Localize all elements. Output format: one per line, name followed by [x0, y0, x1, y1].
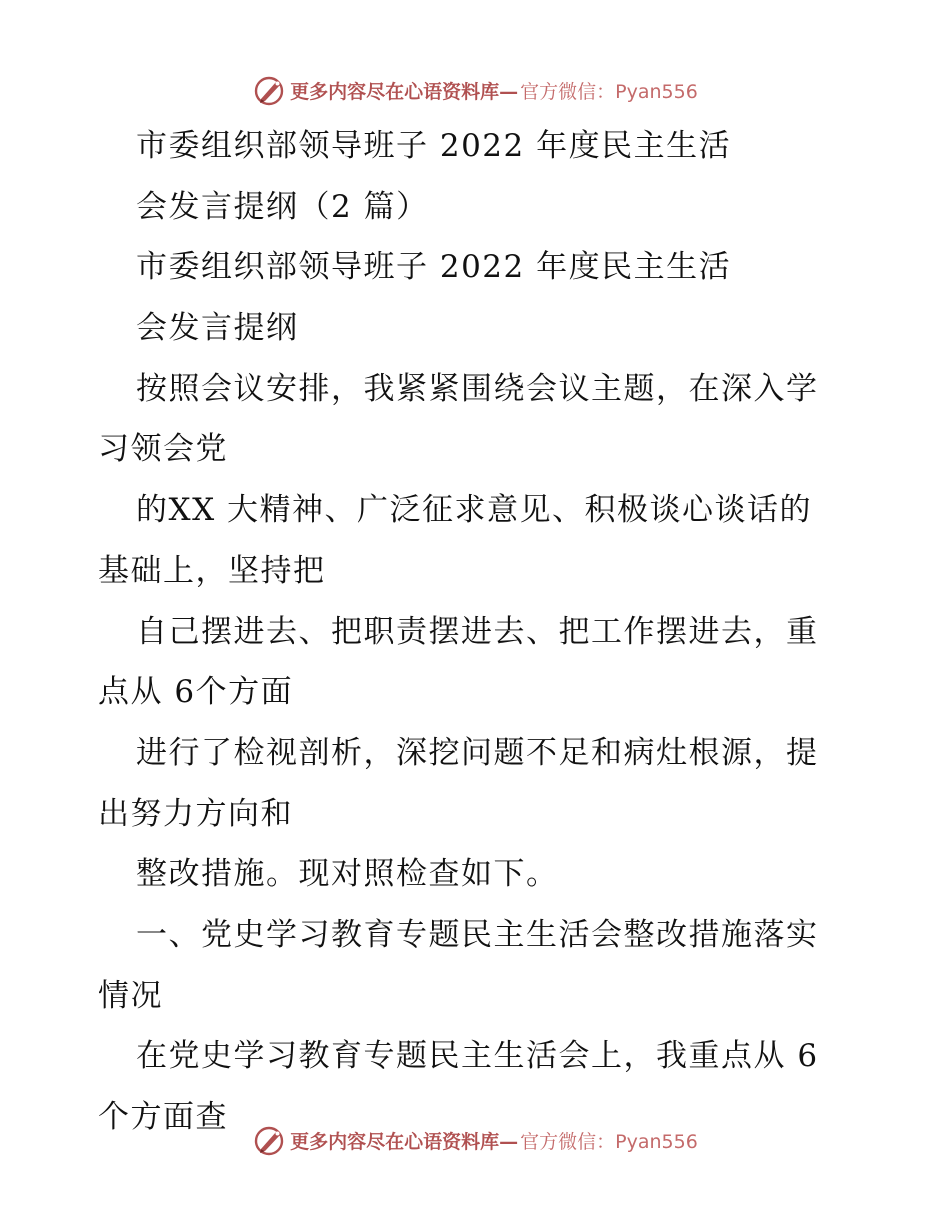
- doc-line: 情况: [98, 977, 163, 1014]
- watermark-site-text: 更多内容尽在心语资料库—: [290, 1130, 519, 1153]
- doc-line: 自己摆进去、把职责摆进去、把工作摆进去，重: [136, 613, 819, 650]
- watermark-contact-text: 官方微信：Pyan556: [520, 1130, 698, 1153]
- watermark-contact-text: 官方微信：Pyan556: [520, 80, 698, 103]
- doc-line: 出努力方向和: [98, 795, 293, 832]
- doc-line: 点从 6个方面: [98, 674, 294, 711]
- pen-logo-icon: [252, 73, 286, 107]
- header-watermark: [0, 70, 950, 110]
- doc-line: 市委组织部领导班子 2022 年度民主生活: [136, 249, 732, 286]
- pen-logo-icon: [252, 1123, 286, 1157]
- doc-line: 个方面查: [98, 1099, 228, 1135]
- doc-line: 一、党史学习教育专题民主生活会整改措施落实: [136, 916, 819, 953]
- footer-watermark: [0, 1120, 950, 1160]
- doc-line: 整改措施。现对照检查如下。: [136, 856, 559, 893]
- doc-line: 在党史学习教育专题民主生活会上，我重点从 6: [136, 1038, 819, 1075]
- doc-line: 按照会议安排，我紧紧围绕会议主题，在深入学: [136, 370, 819, 407]
- doc-line: 市委组织部领导班子 2022 年度民主生活: [136, 128, 732, 164]
- doc-line: 基础上，坚持把: [98, 552, 326, 589]
- doc-line: 习领会党: [98, 431, 228, 468]
- document-body: [98, 116, 858, 1148]
- doc-line: 会发言提纲（2 篇）: [136, 188, 429, 225]
- doc-line: 会发言提纲: [136, 310, 299, 347]
- watermark-site-text: 更多内容尽在心语资料库—: [290, 80, 519, 103]
- doc-line: 的XX 大精神、广泛征求意见、积极谈心谈话的: [136, 492, 812, 529]
- doc-line: 进行了检视剖析，深挖问题不足和病灶根源，提: [136, 734, 819, 771]
